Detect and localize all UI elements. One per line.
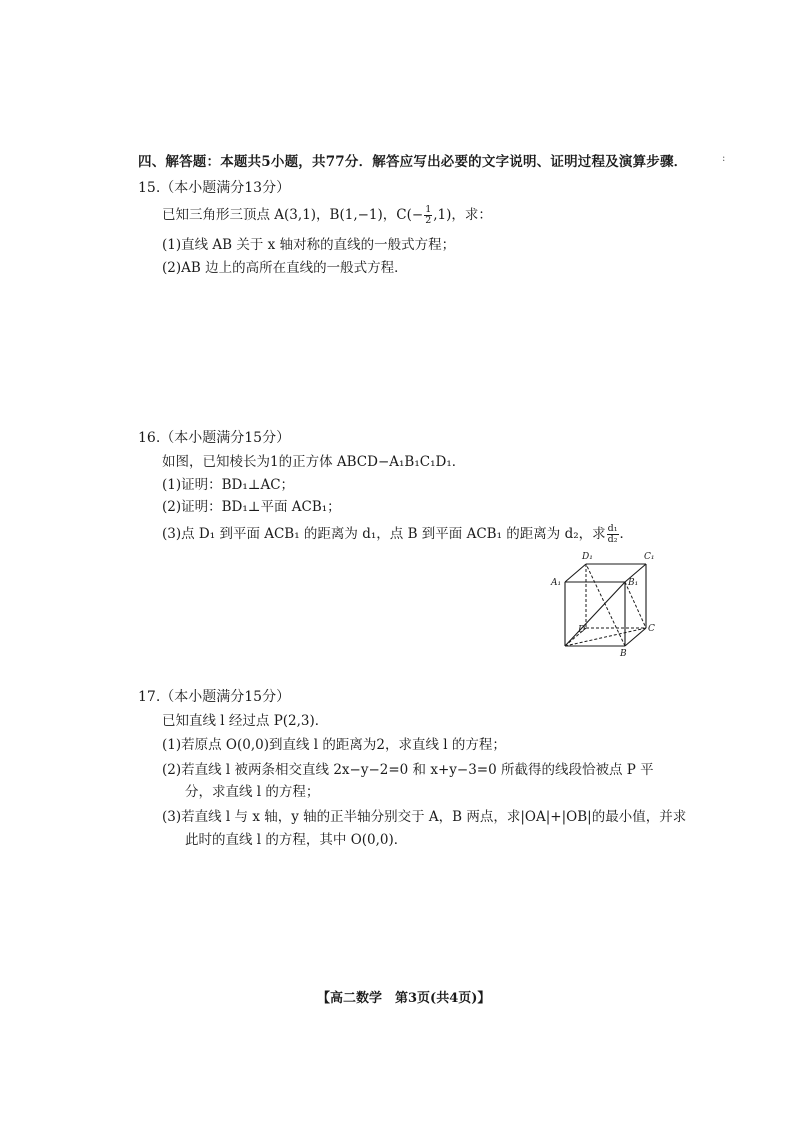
edge-a1d1 (565, 564, 586, 582)
label-c1: C₁ (644, 552, 655, 562)
q15-stem (162, 203, 492, 226)
q16-part1: (1)证明：BD₁⊥AC； (162, 477, 295, 493)
q16-fraction (607, 524, 619, 545)
q15-stem-post: ,1)，求： (433, 207, 492, 223)
q17-stem: 已知直线 l 经过点 P(2,3)． (162, 713, 329, 729)
q15-frac-den: 2 (425, 215, 432, 226)
diag-ab1 (565, 582, 625, 646)
q15-part2: (2)AB 边上的高所在直线的一般式方程． (162, 260, 408, 276)
q17-part1: (1)若原点 O(0,0)到直线 l 的距离为2，求直线 l 的方程； (162, 737, 506, 753)
page-footer: 【高二数学 第3页(共4页)】 (317, 991, 491, 1006)
margin-mark: : (722, 153, 726, 164)
label-d: D (578, 625, 586, 635)
q16-frac-num: d₁ (607, 523, 618, 534)
q17-part2-line1: (2)若直线 l 被两条相交直线 2x−y−2=0 和 x+y−3=0 所截得的线段恰被点 P 平 (162, 762, 654, 778)
q17-part2-line2: 分，求直线 l 的方程； (185, 784, 320, 800)
q16-heading: 16.（本小题满分15分） (138, 430, 291, 446)
q15-fraction (424, 205, 432, 226)
label-d1: D₁ (582, 552, 593, 562)
diag-b1c (625, 582, 646, 628)
q17-heading: 17.（本小题满分15分） (138, 689, 291, 705)
label-b1: B₁ (628, 578, 639, 588)
q16-stem: 如图，已知棱长为1的正方体 ABCD−A₁B₁C₁D₁． (162, 454, 466, 470)
q15-part1: (1)直线 AB 关于 x 轴对称的直线的一般式方程； (162, 237, 456, 253)
section-heading: 四、解答题：本题共5小题，共77分．解答应写出必要的文字说明、证明过程及演算步骤． (138, 154, 688, 170)
q16-part3-post: ． (619, 526, 634, 542)
q16-frac-den: d₂ (607, 534, 618, 545)
q16-part3 (162, 522, 633, 545)
q17-part3-line2: 此时的直线 l 的方程，其中 O(0,0)． (185, 832, 408, 848)
q15-heading: 15.（本小题满分13分） (138, 180, 291, 196)
label-b: B (620, 649, 627, 658)
cube-figure (540, 548, 665, 658)
q17-part3-line1: (3)若直线 l 与 x 轴，y 轴的正半轴分别交于 A，B 两点，求|OA|+|OB|的最小值，并求 (162, 809, 687, 825)
q15-stem-pre: 已知三角形三顶点 A(3,1)，B(1,−1)，C(− (162, 207, 424, 223)
q15-frac-num: 1 (425, 204, 432, 215)
label-a1: A₁ (551, 578, 562, 588)
label-c: C (648, 624, 655, 634)
q16-part3-pre: (3)点 D₁ 到平面 ACB₁ 的距离为 d₁，点 B 到平面 ACB₁ 的距离为 d₂，求 (162, 526, 606, 542)
q16-part2: (2)证明：BD₁⊥平面 ACB₁； (162, 499, 341, 515)
